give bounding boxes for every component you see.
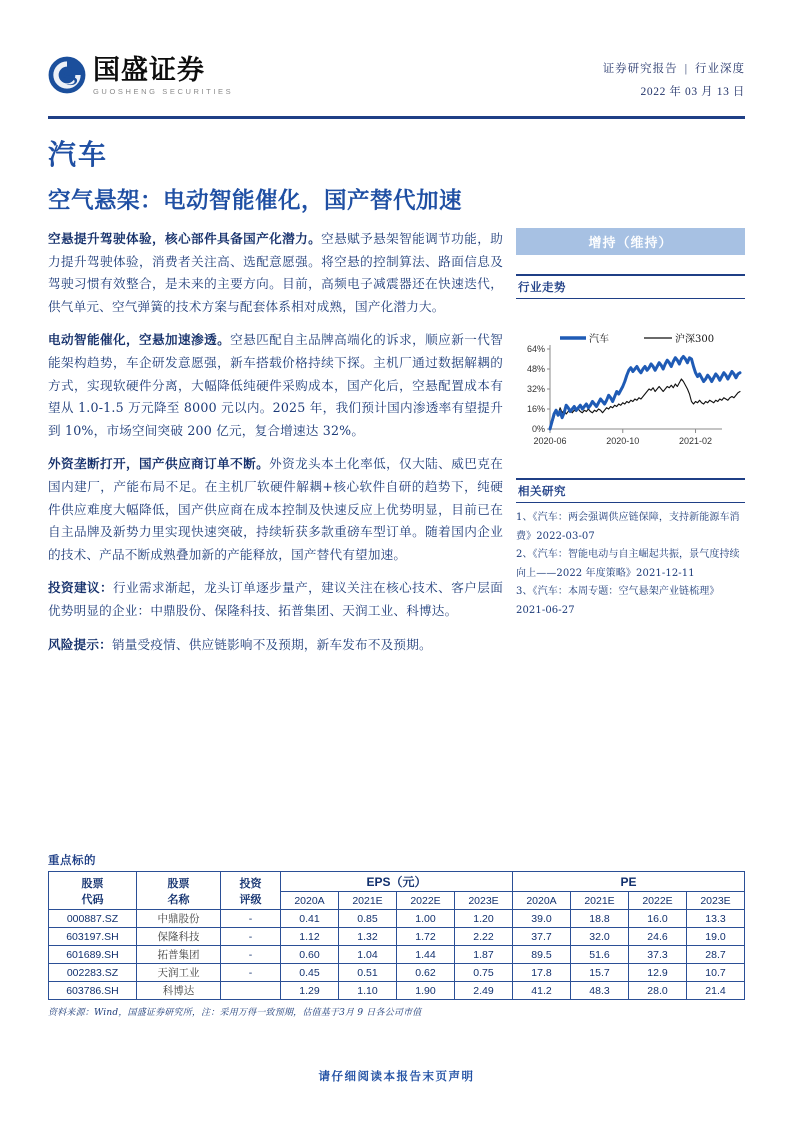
report-type-line [603,60,745,76]
related-section-title: 相关研究 [518,483,566,498]
th-pe-2020a: 2020A [513,892,571,910]
cell-pe-2023E: 21.4 [687,982,745,1000]
risk-warning-text: 销量受疫情、供应链影响不及预期，新车发布不及预期。 [111,636,432,652]
paragraph-2-text: 空悬匹配自主品牌高端化的诉求，顺应新一代智能架构趋势，车企研发意愿强，新车搭载价格持续下探。主机厂通过数据解耦的方式，实现软硬件分离，大幅降低纯硬件采购成本，国产化后，空悬配置成本有望从 1.0-1.5 万元降至 8000 元以内。2025 年，我们预计国内渗透率有望提升到 10%，市场空间突破 200 亿元，复合增速达 32%。 [48,332,503,438]
table-row [49,946,745,964]
cell-stock-code: 603786.SH [49,982,137,1000]
cell-eps-2022E: 0.62 [397,964,455,982]
cell-pe-2023E: 13.3 [687,910,745,928]
risk-warning [48,634,503,657]
cell-eps-2020A: 1.12 [281,928,339,946]
th-pe-group: PE [513,872,745,892]
report-type: 证券研究报告 [602,63,678,75]
report-depth: 行业深度 [695,63,745,75]
x-tick-label: 2020-10 [606,436,640,447]
cell-eps-2021E: 0.51 [339,964,397,982]
trend-chart-svg [516,309,745,459]
th-pe-2023e: 2023E [687,892,745,910]
cell-eps-2020A: 0.45 [281,964,339,982]
industry-trend-chart [516,309,745,459]
brand-text [93,56,233,96]
cell-pe-2020A: 89.5 [513,946,571,964]
cell-stock-name: 拓普集团 [137,946,221,964]
y-tick-label: 16% [526,404,545,415]
cell-pe-2022E: 37.3 [629,946,687,964]
investment-recommendation-text: 行业需求渐起，龙头订单逐步量产，建议关注在核心技术、客户层面优势明显的企业：中鼎股份、保隆科技、拓普集团、天润工业、科博达。 [48,580,504,618]
cell-eps-2022E: 1.72 [397,928,455,946]
cell-rating [221,982,281,1000]
cell-stock-code: 002283.SZ [49,964,137,982]
related-section-header [516,478,745,503]
cell-eps-2023E: 0.75 [455,964,513,982]
th-stock-name [137,872,221,910]
cell-pe-2021E: 32.0 [571,928,629,946]
cell-pe-2020A: 41.2 [513,982,571,1000]
cell-eps-2021E: 1.32 [339,928,397,946]
y-tick-label: 64% [526,344,545,355]
cell-eps-2023E: 2.22 [455,928,513,946]
cell-stock-name: 天润工业 [137,964,221,982]
cell-eps-2023E: 1.87 [455,946,513,964]
x-tick-label: 2021-02 [679,436,713,447]
y-tick-label: 48% [526,364,545,375]
cell-pe-2022E: 12.9 [629,964,687,982]
trend-section-header [516,274,745,299]
brand-name-en: GUOSHENG SECURITIES [93,87,234,96]
cell-eps-2022E: 1.90 [397,982,455,1000]
related-research-item[interactable]: 1、《汽车：两会强调供应链保障，支持新能源车消费》2022-03-07 [516,512,740,542]
trend-section-title: 行业走势 [518,279,566,294]
cell-stock-code: 601689.SH [49,946,137,964]
report-date: 2022 年 03 月 13 日 [640,86,745,98]
paragraph-1 [48,228,503,318]
report-sidebar [516,228,745,620]
cell-pe-2021E: 18.8 [571,910,629,928]
paragraph-1-lead: 空悬提升驾驶体验，核心部件具备国产化潜力。 [48,231,322,246]
header-meta [603,60,745,99]
cell-eps-2020A: 1.29 [281,982,339,1000]
cell-pe-2022E: 16.0 [629,910,687,928]
cell-eps-2022E: 1.00 [397,910,455,928]
th-stock-code-line1: 股票 [81,876,104,890]
th-eps-2022e: 2022E [397,892,455,910]
th-rating-line2: 评级 [239,892,262,906]
table-row [49,982,745,1000]
cell-stock-name: 保隆科技 [137,928,221,946]
related-research-list [516,509,745,620]
th-rating [221,872,281,910]
cell-eps-2022E: 1.44 [397,946,455,964]
header-separator: | [684,63,688,75]
cell-pe-2022E: 24.6 [629,928,687,946]
th-eps-group: EPS（元） [281,872,513,892]
key-targets-table [48,871,745,1000]
series-line-auto [550,357,740,430]
series-line-csi300 [550,379,740,429]
cell-stock-code: 000887.SZ [49,910,137,928]
cell-pe-2021E: 51.6 [571,946,629,964]
cell-pe-2021E: 48.3 [571,982,629,1000]
key-targets-section [48,852,745,1018]
paragraph-1-text: 空悬赋予悬架智能调节功能，助力提升驾驶体验，消费者关注高、选配意愿强。将空悬的控制算法、路面信息及驾驶习惯有效整合，是未来的主要方向。目前，高频电子减震器还在快速迭代，供气单元、空气弹簧的技术方案与配套体系相对成熟，国产化潜力大。 [48,231,503,314]
cell-eps-2021E: 1.04 [339,946,397,964]
th-pe-2022e: 2022E [629,892,687,910]
brand-name-cn: 国盛证券 [93,55,205,86]
investment-recommendation [48,577,503,622]
rating-badge: 增持（维持） [516,228,745,255]
page-footer: 请仔细阅读本报告末页声明 [318,1069,475,1083]
cell-stock-name: 科博达 [137,982,221,1000]
table-row [49,910,745,928]
report-body [48,228,503,667]
cell-pe-2020A: 39.0 [513,910,571,928]
th-eps-2021e: 2021E [339,892,397,910]
cell-pe-2023E: 10.7 [687,964,745,982]
cell-eps-2020A: 0.41 [281,910,339,928]
risk-warning-lead: 风险提示： [48,636,112,652]
cell-pe-2020A: 17.8 [513,964,571,982]
related-research-item[interactable]: 2、《汽车：智能电动与自主崛起共振，景气度持续向上——2022 年度策略》2021-12-11 [516,549,740,579]
th-stock-code-line2: 代码 [81,892,104,906]
x-tick-label: 2020-06 [533,436,567,447]
cell-eps-2023E: 2.49 [455,982,513,1000]
paragraph-2 [48,329,503,442]
cell-rating: - [221,946,281,964]
cell-pe-2021E: 15.7 [571,964,629,982]
paragraph-3 [48,453,503,566]
y-tick-label: 0% [531,424,545,435]
page-header [48,52,745,114]
th-rating-line1: 投资 [239,876,262,890]
paragraph-2-lead: 电动智能催化，空悬加速渗透。 [48,332,231,348]
th-stock-code [49,872,137,910]
legend-label-auto: 汽车 [589,334,609,346]
th-pe-2021e: 2021E [571,892,629,910]
guosheng-logo-icon [48,56,86,94]
industry-label: 汽车 [48,138,109,171]
cell-rating: - [221,964,281,982]
cell-pe-2023E: 28.7 [687,946,745,964]
related-rule-bottom [516,502,745,504]
th-stock-name-line2: 名称 [167,892,190,906]
paragraph-3-text: 外资龙头本土化率低，仅大陆、威巴克在国内建厂，产能布局不足。在主机厂软硬件解耦+核心软件自研的趋势下，纯硬件供应难度大幅降低，国产供应商在成本控制及快速反应上优势明显，目前已在自主品牌及新势力里实现快速突破，持续斩获多款重磅车型订单。随着国内企业的技术、产品不断成熟叠加新的产能释放，国产替代有望加速。 [48,456,503,562]
paragraph-3-lead: 外资垄断打开，国产供应商订单不断。 [48,456,270,472]
cell-stock-name: 中鼎股份 [137,910,221,928]
table-row [49,928,745,946]
page-title: 空气悬架：电动智能催化，国产替代加速 [48,188,463,214]
table-header-row-1 [49,872,745,892]
th-stock-name-line1: 股票 [167,876,190,890]
header-divider [48,116,745,119]
cell-stock-code: 603197.SH [49,928,137,946]
cell-eps-2023E: 1.20 [455,910,513,928]
cell-eps-2021E: 1.10 [339,982,397,1000]
table-row [49,964,745,982]
cell-rating: - [221,910,281,928]
cell-pe-2020A: 37.7 [513,928,571,946]
legend-label-csi: 沪深300 [675,334,715,346]
cell-eps-2020A: 0.60 [281,946,339,964]
brand-logo [48,56,233,96]
cell-pe-2023E: 19.0 [687,928,745,946]
table-body [49,910,745,1000]
table-head [49,872,745,910]
trend-rule-bottom [516,298,745,300]
investment-recommendation-lead: 投资建议： [48,580,114,596]
y-tick-label: 32% [526,384,545,395]
th-eps-2020a: 2020A [281,892,339,910]
th-eps-2023e: 2023E [455,892,513,910]
table-source-note: 资料来源：Wind，国盛证券研究所，注：采用万得一致预期，估值基于3月 9 日各公司市值 [48,1008,422,1018]
cell-eps-2021E: 0.85 [339,910,397,928]
table-caption: 重点标的 [48,853,96,867]
related-research-item[interactable]: 3、《汽车：本周专题：空气悬架产业链梳理》2021-06-27 [516,586,720,616]
cell-rating: - [221,928,281,946]
cell-pe-2022E: 28.0 [629,982,687,1000]
